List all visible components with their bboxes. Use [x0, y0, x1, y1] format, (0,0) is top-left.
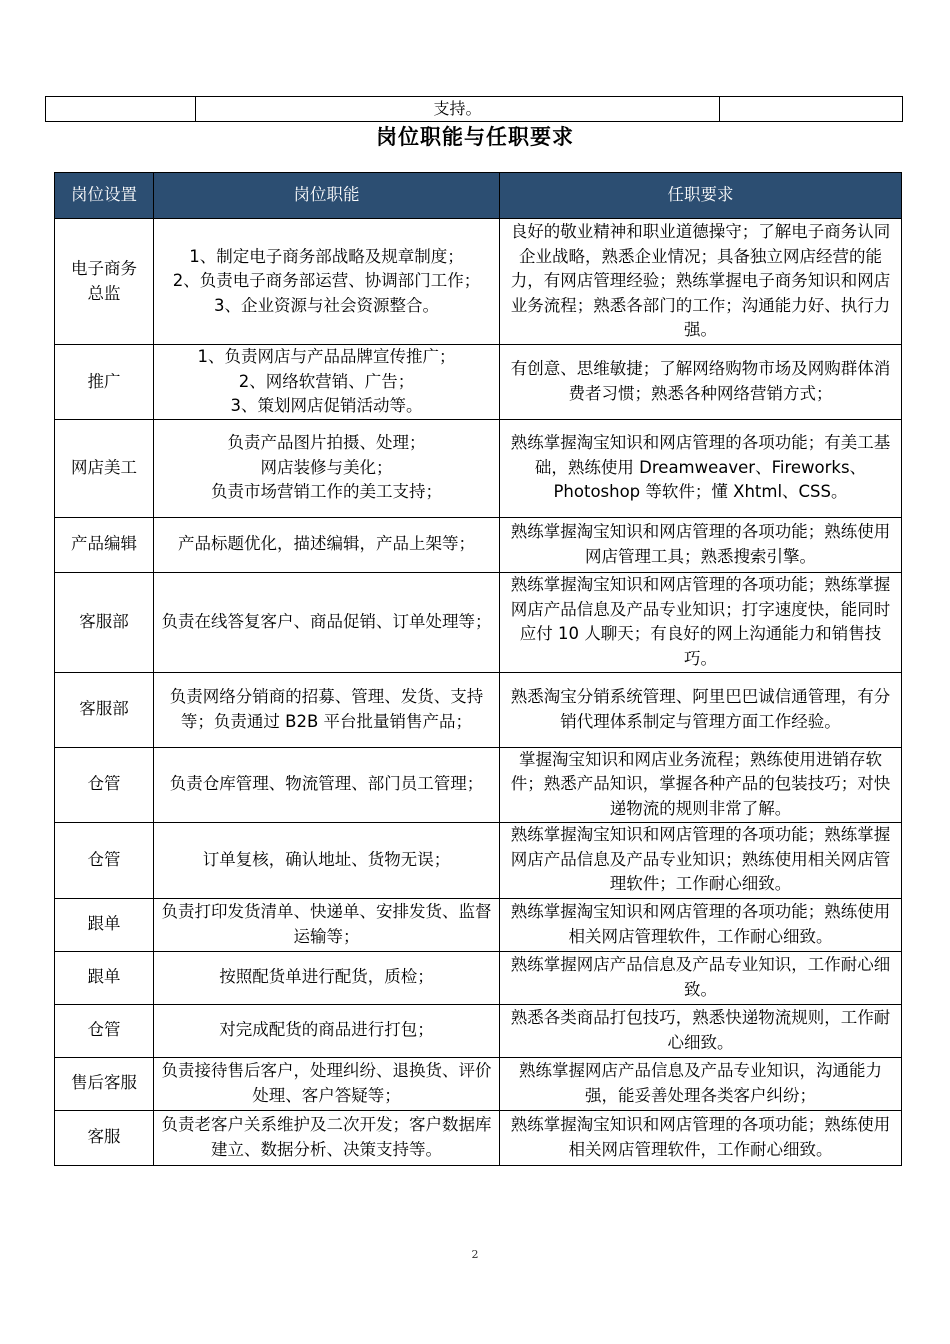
duties-cell	[154, 219, 500, 345]
requirements-cell: 有创意、思维敏捷；了解网络购物市场及网购群体消费者习惯；熟悉各种网络营销方式；	[500, 345, 902, 420]
position-cell: 推广	[55, 345, 154, 420]
requirements-cell: 熟练掌握网店产品信息及产品专业知识，沟通能力强，能妥善处理各类客户纠纷；	[500, 1057, 902, 1110]
position-cell: 电子商务总监	[55, 219, 154, 345]
table-row	[55, 1057, 902, 1110]
duty-line: 3、企业资源与社会资源整合。	[214, 295, 439, 315]
requirements-cell: 熟悉淘宝分销系统管理、阿里巴巴诚信通管理，有分销代理体系制定与管理方面工作经验。	[500, 672, 902, 747]
duties-cell	[154, 517, 500, 572]
duties-cell	[154, 1004, 500, 1057]
table-cell	[46, 97, 196, 122]
position-cell: 产品编辑	[55, 517, 154, 572]
duties-cell	[154, 672, 500, 747]
table-row	[55, 345, 902, 420]
duties-cell	[154, 951, 500, 1004]
page-title: 岗位职能与任职要求	[376, 125, 574, 149]
duty-line: 负责老客户关系维护及二次开发；客户数据库建立、数据分析、决策支持等。	[161, 1115, 492, 1159]
requirements-cell: 熟练掌握网店产品信息及产品专业知识，工作耐心细致。	[500, 951, 902, 1004]
duties-cell	[154, 419, 500, 517]
table-cell	[720, 97, 903, 122]
position-cell: 跟单	[55, 951, 154, 1004]
position-cell: 仓管	[55, 1004, 154, 1057]
job-requirements-table	[54, 172, 902, 1166]
duty-line: 订单复核，确认地址、货物无误；	[202, 849, 451, 869]
duty-line: 对完成配货的商品进行打包；	[219, 1020, 434, 1040]
position-cell: 客服	[55, 1110, 154, 1165]
table-row	[55, 747, 902, 822]
duty-line: 2、负责电子商务部运营、协调部门工作；	[172, 271, 481, 291]
table-row	[55, 672, 902, 747]
requirements-cell: 熟练掌握淘宝知识和网店管理的各项功能；有美工基础，熟练使用 Dreamweaver、Fireworks、Photoshop 等软件；懂 Xhtml、CSS。	[500, 419, 902, 517]
position-cell: 客服部	[55, 572, 154, 672]
table-body	[55, 219, 902, 1166]
duties-cell	[154, 898, 500, 951]
requirements-cell: 熟练掌握淘宝知识和网店管理的各项功能；熟练使用网店管理工具；熟悉搜索引擎。	[500, 517, 902, 572]
table-row	[55, 572, 902, 672]
duty-line: 1、制定电子商务部战略及规章制度；	[189, 246, 464, 266]
table-row	[55, 951, 902, 1004]
table-row	[55, 1110, 902, 1165]
column-header-duties: 岗位职能	[154, 173, 500, 219]
requirements-cell: 熟练掌握淘宝知识和网店管理的各项功能；熟练掌握网店产品信息及产品专业知识；打字速度快，能同时应付 10 人聊天；有良好的网上沟通能力和销售技巧。	[500, 572, 902, 672]
duty-line: 2、网络软营销、广告；	[238, 371, 415, 391]
column-header-position: 岗位设置	[55, 173, 154, 219]
position-cell: 售后客服	[55, 1057, 154, 1110]
duty-line: 负责产品图片拍摄、处理；	[227, 433, 426, 453]
duty-line: 负责市场营销工作的美工支持；	[211, 482, 442, 502]
table-row	[55, 1004, 902, 1057]
table-row	[46, 97, 903, 122]
page-number: 2	[471, 1248, 479, 1261]
duties-cell	[154, 822, 500, 898]
requirements-cell: 掌握淘宝知识和网店业务流程；熟练使用进销存软件；熟悉产品知识，掌握各种产品的包装技巧；对快递物流的规则非常了解。	[500, 747, 902, 822]
duty-line: 网店装修与美化；	[260, 457, 393, 477]
duties-cell	[154, 572, 500, 672]
requirements-cell: 熟练掌握淘宝知识和网店管理的各项功能；熟练掌握网店产品信息及产品专业知识；熟练使用相关网店管理软件；工作耐心细致。	[500, 822, 902, 898]
requirements-cell: 良好的敬业精神和职业道德操守；了解电子商务认同企业战略，熟悉企业情况；具备独立网店经营的能力，有网店管理经验；熟练掌握电子商务知识和网店业务流程；熟悉各部门的工作；沟通能力好、执行力强。	[500, 219, 902, 345]
table-row	[55, 822, 902, 898]
duty-line: 1、负责网店与产品品牌宣传推广；	[197, 347, 456, 366]
duty-line: 按照配货单进行配货，质检；	[219, 967, 434, 987]
position-cell: 网店美工	[55, 419, 154, 517]
table-row	[55, 219, 902, 345]
requirements-cell: 熟悉各类商品打包技巧，熟悉快递物流规则，工作耐心细致。	[500, 1004, 902, 1057]
duty-line: 负责打印发货清单、快递单、安排发货、监督运输等；	[161, 902, 492, 946]
table-row	[55, 517, 902, 572]
duty-line: 产品标题优化，描述编辑，产品上架等；	[178, 534, 475, 554]
column-header-requirements: 任职要求	[500, 173, 902, 219]
position-cell: 客服部	[55, 672, 154, 747]
duty-line: 负责仓库管理、物流管理、部门员工管理；	[169, 774, 484, 794]
table-row	[55, 898, 902, 951]
previous-table-tail	[45, 96, 903, 122]
requirements-cell: 熟练掌握淘宝知识和网店管理的各项功能；熟练使用相关网店管理软件，工作耐心细致。	[500, 1110, 902, 1165]
table-row	[55, 419, 902, 517]
position-cell: 仓管	[55, 822, 154, 898]
position-cell: 跟单	[55, 898, 154, 951]
duties-cell	[154, 1057, 500, 1110]
duty-line: 负责网络分销商的招募、管理、发货、支持等；负责通过 B2B 平台批量销售产品；	[169, 687, 484, 731]
table-cell: 支持。	[196, 97, 720, 122]
duty-line: 3、策划网店促销活动等。	[230, 396, 423, 415]
duty-line: 负责在线答复客户、商品促销、订单处理等；	[161, 611, 492, 631]
table-header-row	[55, 173, 902, 219]
requirements-cell: 熟练掌握淘宝知识和网店管理的各项功能；熟练使用相关网店管理软件，工作耐心细致。	[500, 898, 902, 951]
duties-cell	[154, 747, 500, 822]
duty-line: 负责接待售后客户，处理纠纷、退换货、评价处理、客户答疑等；	[161, 1061, 492, 1105]
duties-cell	[154, 345, 500, 420]
duties-cell	[154, 1110, 500, 1165]
position-cell: 仓管	[55, 747, 154, 822]
